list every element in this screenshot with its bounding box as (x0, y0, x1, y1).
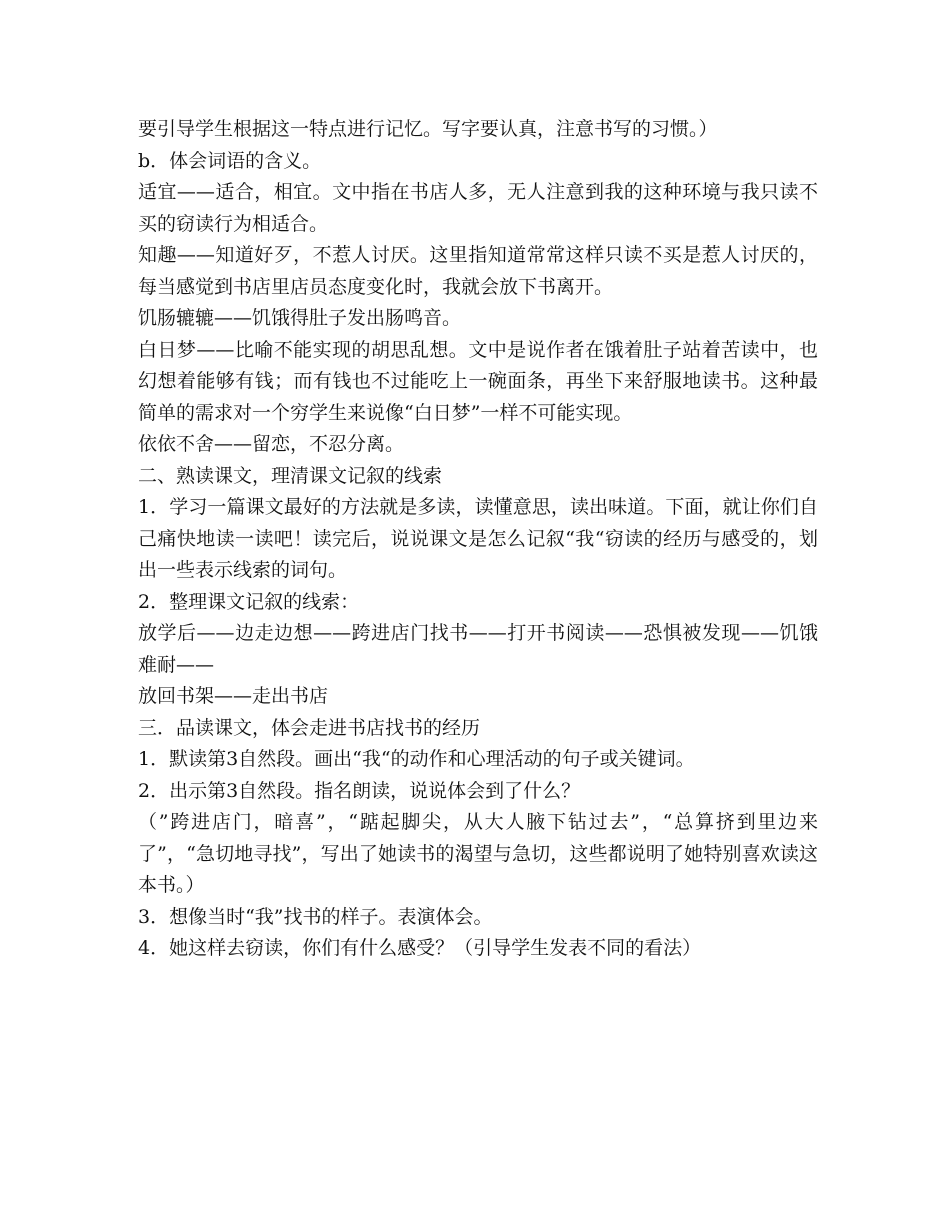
paragraph-step-3-2: 2．出示第3自然段。指名朗读，说说体会到了什么？ (138, 779, 581, 802)
paragraph-memory-note: 要引导学生根据这一特点进行记忆。写字要认真，注意书写的习惯。） (138, 118, 718, 140)
paragraph-yiyibushe: 依依不舍——留恋，不忍分离。 (138, 433, 405, 455)
paragraph-jichang: 饥肠辘辘——饥饿得肚子发出肠鸣音。 (138, 307, 462, 329)
paragraph-bairimeng: 白日梦——比喻不能实现的胡思乱想。文中是说作者在饿着肚子站着苦读中，也幻想着能够有钱；而有钱也不过能吃上一碗面条，再坐下来舒服地读书。这种最简单的需求对一个穷学生来说像“白日梦”一样不可能实现。 (138, 338, 818, 424)
paragraph-step-3-4: 4．她这样去窃读，你们有什么感受？（引导学生发表不同的看法） (138, 937, 702, 959)
paragraph-clue-line-2: 放回书架——走出书店 (138, 685, 329, 707)
paragraph-step-2: 2．整理课文记叙的线索： (138, 590, 360, 613)
paragraph-step-3-1: 1．默读第3自然段。画出“我“的动作和心理活动的句子或关键词。 (138, 748, 695, 770)
section-heading-three: 三．品读课文，体会走进书店找书的经历 (138, 716, 481, 739)
paragraph-quote-analysis: （”跨进店门，暗喜”，“踮起脚尖，从大人腋下钻过去”，“总算挤到里边来了”，“急切地寻找”，写出了她读书的渴望与急切，这些都说明了她特别喜欢读这本书。） (138, 811, 818, 896)
section-heading-two: 二、熟读课文，理清课文记叙的线索 (138, 464, 443, 487)
paragraph-step-1: 1．学习一篇课文最好的方法就是多读，读懂意思，读出味道。下面，就让你们自己痛快地读一读吧！读完后，说说课文是怎么记叙“我“窃读的经历与感受的，划出一些表示线索的词句。 (138, 496, 818, 581)
paragraph-shiyi: 适宜——适合，相宜。文中指在书店人多，无人注意到我的这种环境与我只读不买的窃读行为相适合。 (138, 181, 818, 235)
paragraph-zhiqu: 知趣——知道好歹，不惹人讨厌。这里指知道常常这样只读不买是惹人讨厌的，每当感觉到书店里店员态度变化时，我就会放下书离开。 (138, 244, 818, 298)
document-page (138, 114, 818, 965)
paragraph-word-meaning-heading: b．体会词语的含义。 (138, 149, 322, 172)
paragraph-step-3-3: 3．想像当时“我”找书的样子。表演体会。 (138, 905, 493, 928)
paragraph-clue-line-1: 放学后——边走边想——跨进店门找书——打开书阅读——恐惧被发现——饥饿难耐—— (138, 622, 818, 676)
